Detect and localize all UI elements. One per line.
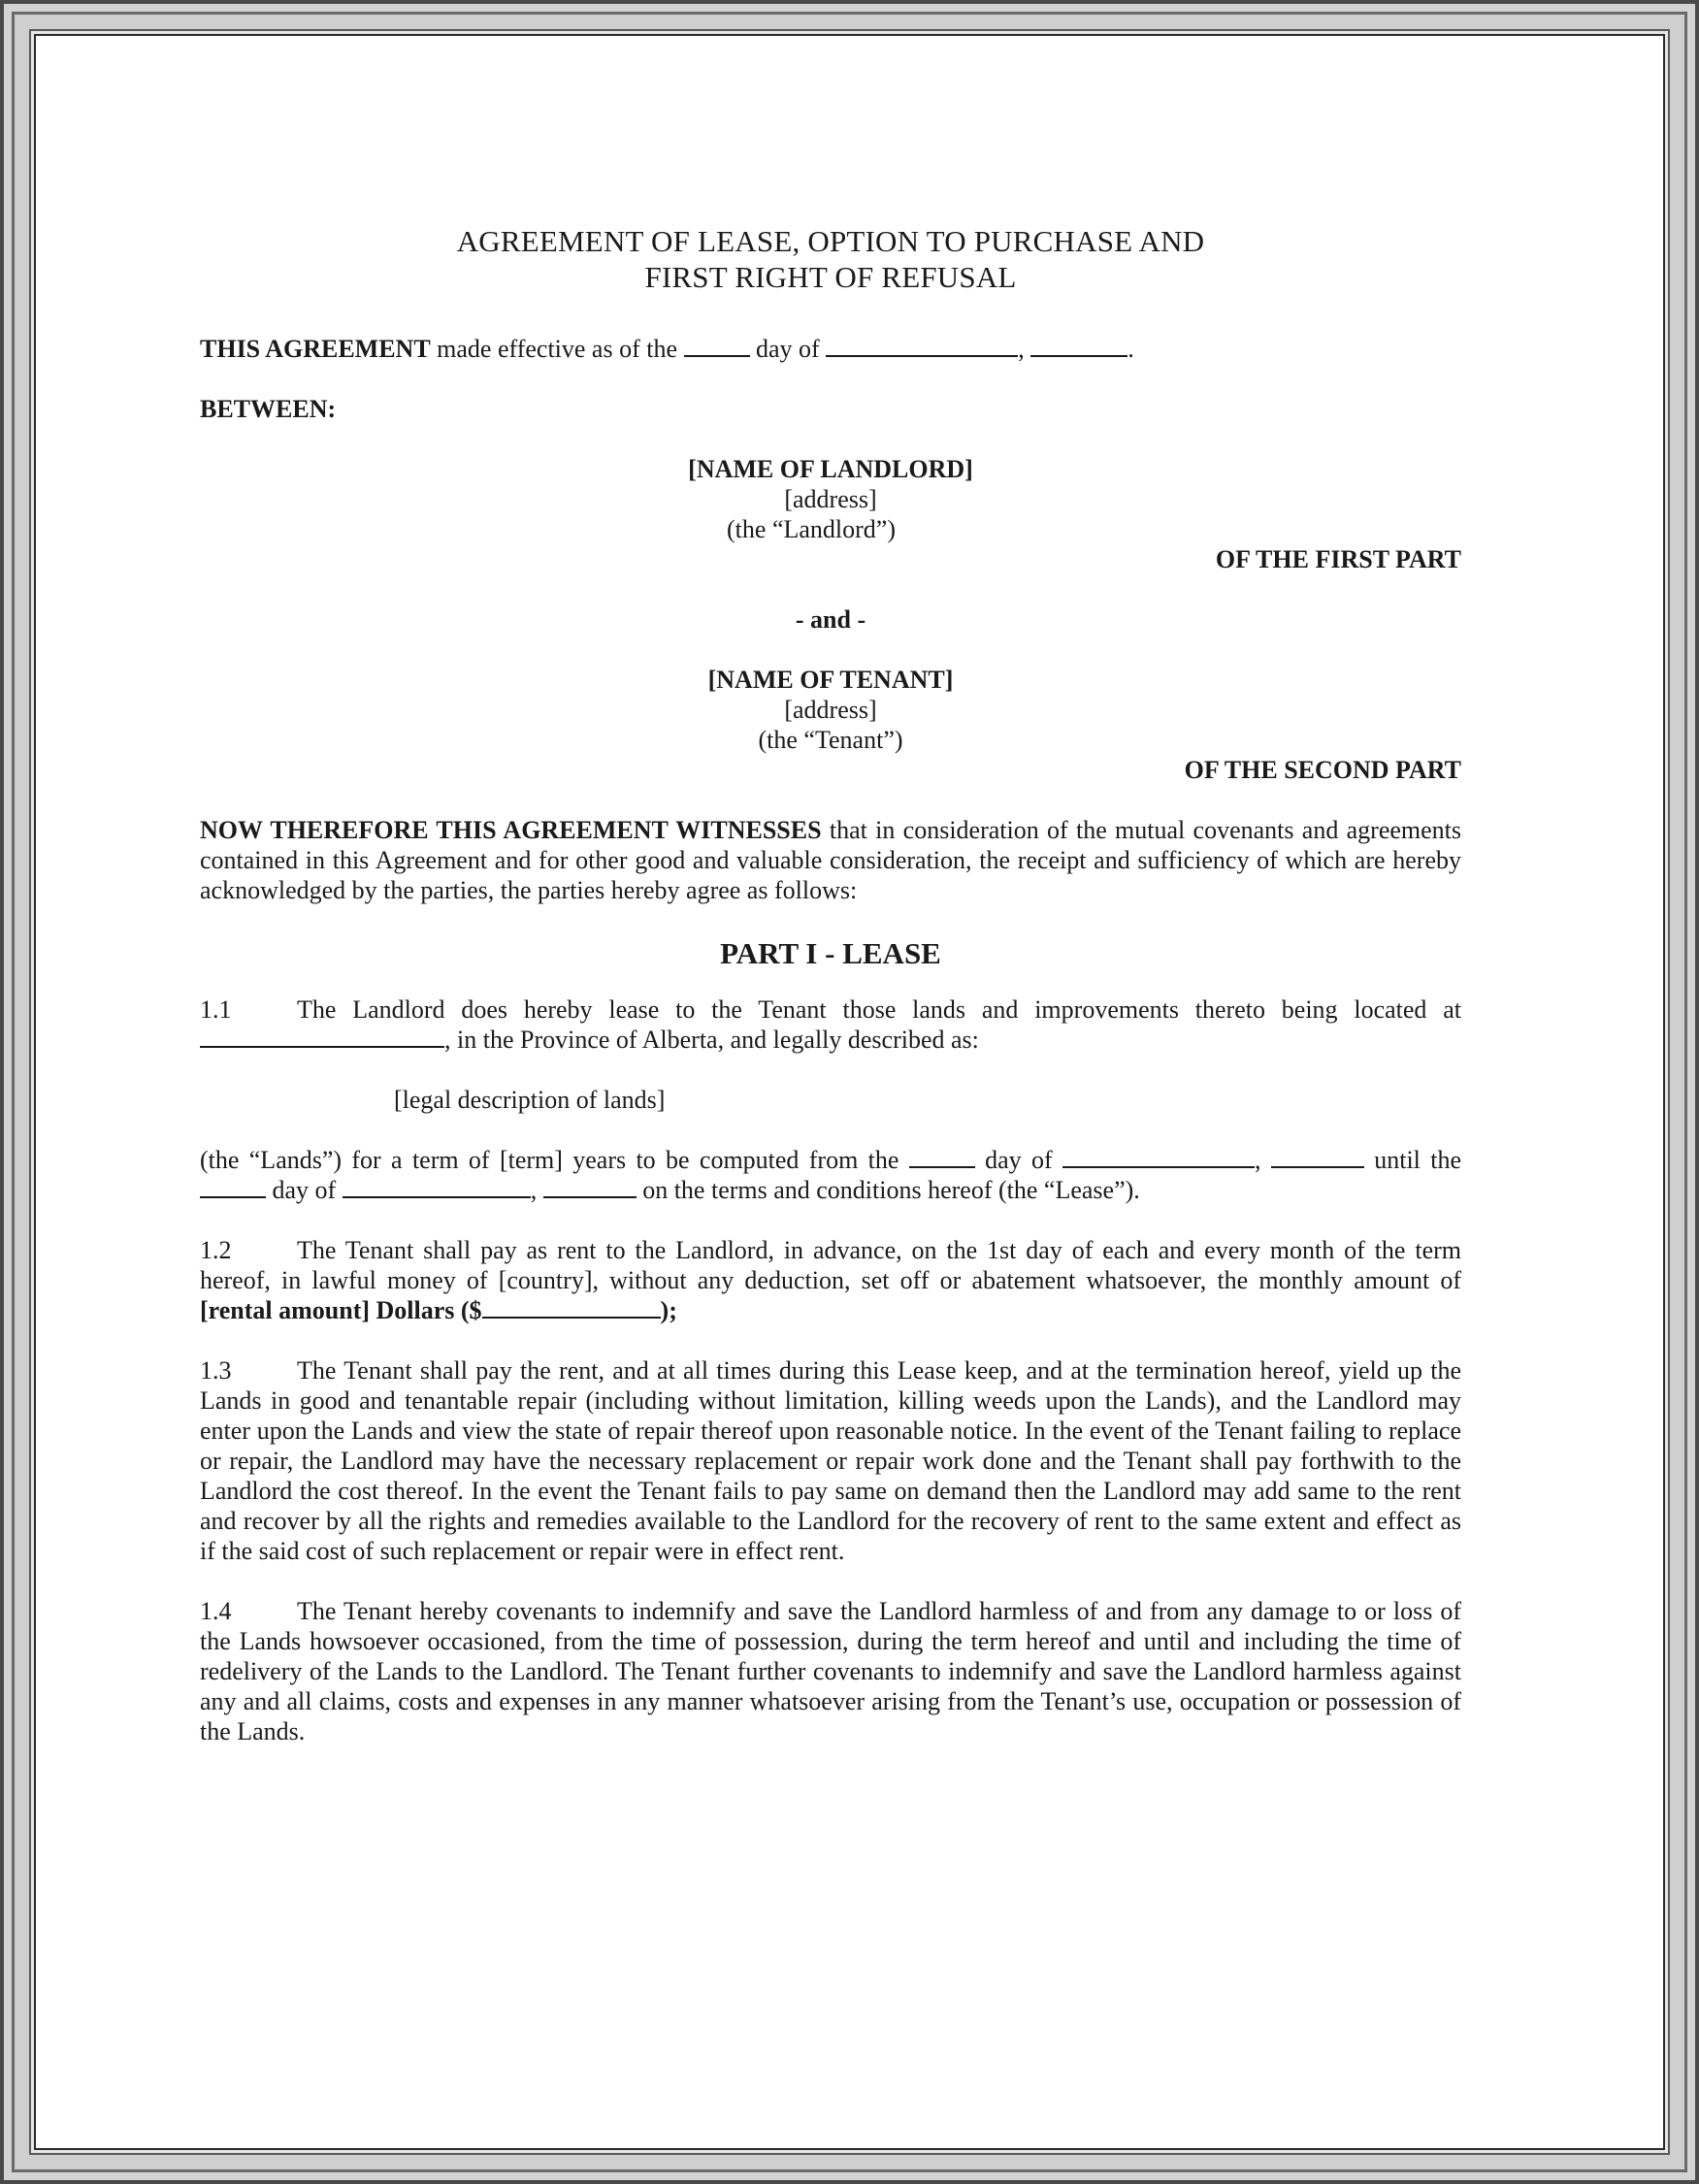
clause-text: The Landlord does hereby lease to the Tenant those lands and improvements thereto being located at — [297, 995, 1461, 1024]
clause-text: The Tenant shall pay as rent to the Landlord, in advance, on the 1st day of each and every month of the term hereof, in lawful money of [country], without any deduction, set off or abatement whatsoever, the monthly amount of — [200, 1236, 1461, 1294]
document-title — [200, 223, 1461, 295]
second-part-label: OF THE SECOND PART — [1184, 756, 1461, 784]
start-month-blank[interactable] — [1062, 1145, 1255, 1168]
tenant-address: [address] — [784, 696, 877, 724]
clause-text: The Tenant shall pay the rent, and at all times during this Lease keep, and at the termination hereof, yield up the Lands in good and tenantable repair (including without limitation, killing weeds upon the Lands), and the Landlord may enter upon the Lands and view the state of repair thereof upon reasonable notice. In the event of the Tenant failing to replace or repair, the Landlord may have the necessary replacement or repair work done and the Tenant shall pay forthwith to the Landlord the cost thereof. In the event the Tenant fails to pay same on demand then the Landlord may add same to the rent and recover by all the rights and remedies available to the Landlord for the recovery of rent to the same extent and effect as if the said cost of such replacement or repair were in effect rent. — [200, 1356, 1461, 1565]
intro-paragraph — [200, 334, 1461, 364]
rental-amount-bold: [rental amount] Dollars ($ — [200, 1296, 482, 1324]
clause-text: , in the Province of Alberta, and legally described as: — [444, 1026, 979, 1054]
rent-blank[interactable] — [482, 1295, 661, 1319]
clause-number: 1.4 — [200, 1597, 232, 1625]
witness-paragraph — [200, 815, 1461, 905]
clause-number: 1.1 — [200, 995, 232, 1024]
intro-text: made effective as of the — [430, 335, 684, 363]
clause-1-3 — [200, 1355, 1461, 1566]
tenant-name-text: [NAME OF TENANT] — [707, 666, 954, 694]
term-paragraph — [200, 1145, 1461, 1205]
clause-number: 1.3 — [200, 1356, 232, 1385]
intro-bold: THIS AGREEMENT — [200, 335, 431, 363]
term-text: day of — [974, 1146, 1063, 1174]
clause-number: 1.2 — [200, 1236, 232, 1264]
landlord-name — [200, 454, 1461, 484]
location-blank[interactable] — [200, 1025, 444, 1048]
clause-1-1 — [200, 994, 1461, 1055]
year-blank[interactable] — [1030, 334, 1127, 357]
tenant-alias: (the “Tenant”) — [758, 726, 903, 754]
term-text: until the — [1363, 1146, 1462, 1174]
intro-text: , — [1018, 335, 1031, 363]
witness-bold: NOW THEREFORE THIS AGREEMENT WITNESSES — [200, 816, 822, 844]
end-day-blank[interactable] — [200, 1175, 266, 1198]
term-text: , — [1255, 1146, 1271, 1174]
legal-description: [legal description of lands] — [394, 1086, 666, 1114]
clause-1-2 — [200, 1235, 1461, 1325]
title-line-1: AGREEMENT OF LEASE, OPTION TO PURCHASE AND — [456, 224, 1205, 258]
start-year-blank[interactable] — [1271, 1145, 1364, 1168]
landlord-alias: (the “Landlord”) — [727, 515, 896, 543]
title-line-2: FIRST RIGHT OF REFUSAL — [644, 260, 1017, 294]
clause-text: ); — [660, 1296, 677, 1324]
day-blank[interactable] — [684, 334, 750, 357]
end-month-blank[interactable] — [343, 1175, 531, 1198]
start-day-blank[interactable] — [909, 1145, 975, 1168]
month-blank[interactable] — [826, 334, 1018, 357]
first-part-label: OF THE FIRST PART — [1215, 545, 1461, 573]
intro-text: day of — [749, 335, 827, 363]
term-text: day of — [266, 1176, 343, 1204]
witness-text: that in consideration of the mutual covenants and agreements contained in this Agreement and for other good and valuable consideration, the receipt and sufficiency of which are hereby acknowledged by the parties, the parties hereby agree as follows: — [200, 816, 1462, 904]
landlord-name-text: [NAME OF LANDLORD] — [688, 455, 973, 483]
term-text: (the “Lands”) for a term of [term] years to be computed from the — [200, 1146, 909, 1174]
part-1-heading: PART I - LEASE — [720, 936, 941, 970]
end-year-blank[interactable] — [543, 1175, 637, 1198]
term-text: on the terms and conditions hereof (the “Lease”). — [636, 1176, 1140, 1204]
document-content — [200, 223, 1461, 1777]
between-text: BETWEEN: — [200, 395, 337, 423]
between-label — [200, 394, 1461, 424]
and-separator: - and - — [795, 605, 866, 634]
landlord-address: [address] — [784, 485, 877, 513]
clause-1-4 — [200, 1596, 1461, 1746]
intro-text: . — [1127, 335, 1134, 363]
term-text: , — [530, 1176, 543, 1204]
clause-text: The Tenant hereby covenants to indemnify and save the Landlord harmless of and from any damage to or loss of the Lands howsoever occasioned, from the time of possession, during the term hereof and until and including the time of redelivery of the Lands to the Landlord. The Tenant further covenants to indemnify and save the Landlord harmless against any and all claims, costs and expenses in any manner whatsoever arising from the Tenant’s use, occupation or possession of the Lands. — [200, 1597, 1461, 1745]
tenant-name — [200, 665, 1461, 695]
